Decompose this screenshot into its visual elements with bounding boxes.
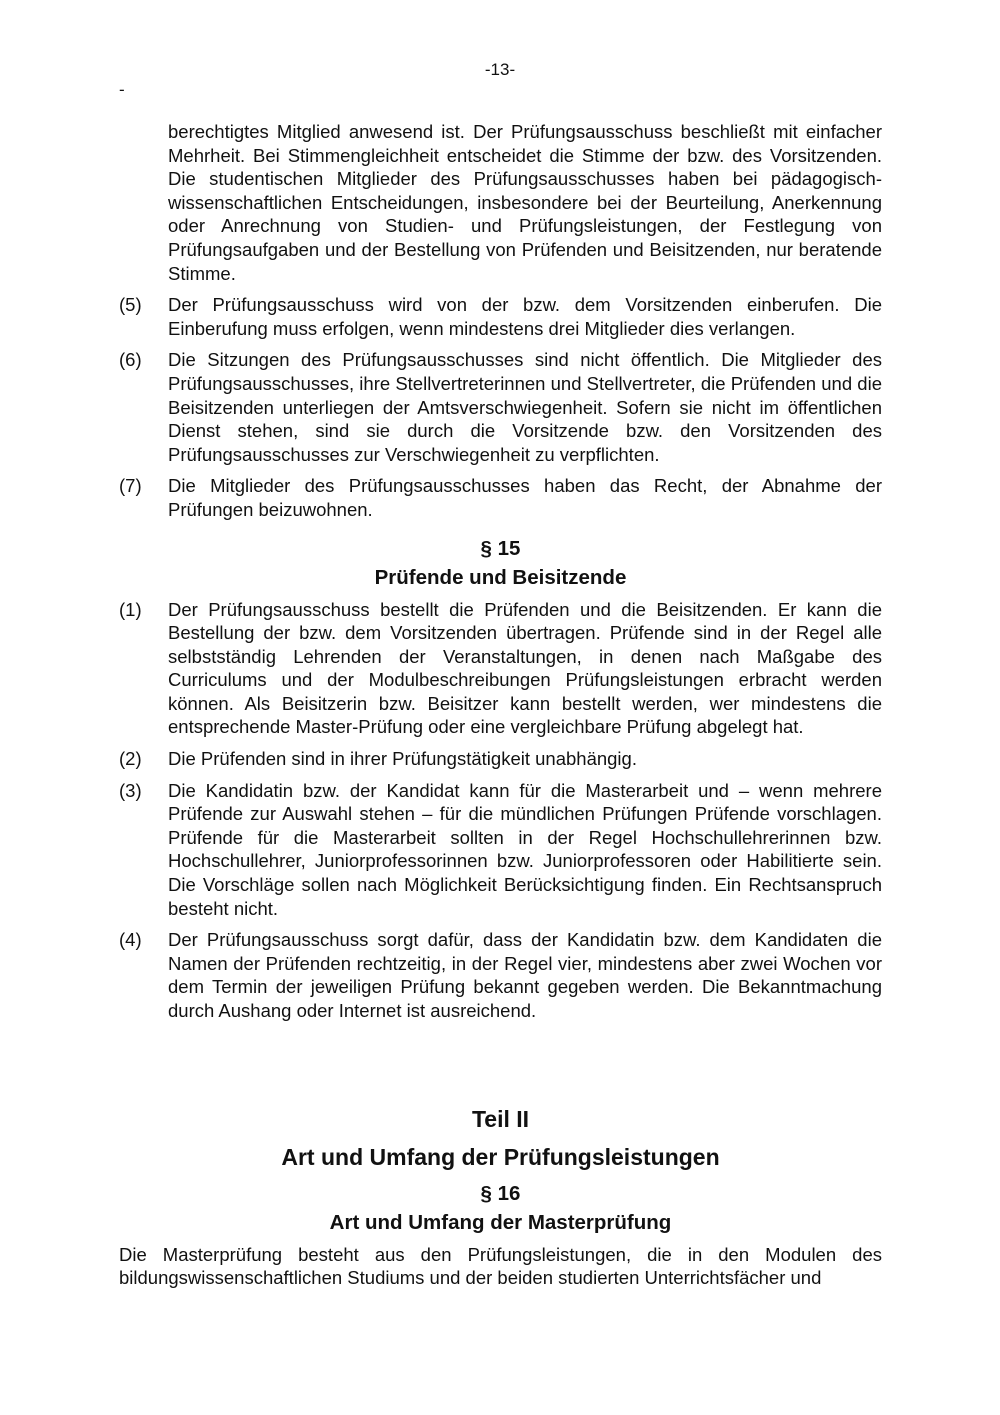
paragraph-text: Die Mitglieder des Prüfungsausschusses haben das Recht, der Abnahme der Prüfungen beizuwohnen.	[168, 475, 882, 520]
section15-heading	[119, 534, 882, 592]
paragraph-number: (3)	[119, 779, 142, 801]
paragraph-text: Der Prüfungsausschuss sorgt dafür, dass der Kandidatin bzw. dem Kandidaten die Namen der Prüfenden rechtzeitig, in der Regel vier, mindestens aber zwei Wochen vor dem Termin der jeweiligen Prüfung bekannt gegeben werden. Die Bekanntmachung durch Aushang oder Internet ist ausreichend.	[168, 929, 882, 1021]
part-heading	[119, 1099, 882, 1175]
section14-paragraph-5	[119, 293, 882, 340]
paragraph-text: Die Sitzungen des Prüfungsausschusses sind nicht öffentlich. Die Mitglieder des Prüfungsausschusses, ihre Stellvertreterinnen und Stellvertreter, die Prüfenden und die Beisitzenden unterliegen der Amtsverschwiegenheit. Sofern sie nicht im öffentlichen Dienst stehen, sind sie durch die Vorsitzende bzw. den Vorsitzenden des Prüfungsausschusses zur Verschwiegenheit zu verpflichten.	[168, 349, 882, 465]
paragraph-number: (1)	[119, 598, 142, 620]
paragraph-number: (5)	[119, 294, 142, 316]
section15-number: § 15	[480, 536, 521, 560]
paragraph-text: Der Prüfungsausschuss wird von der bzw. dem Vorsitzenden einberufen. Die Einberufung muss erfolgen, wenn mindestens drei Mitglieder dies verlangen.	[168, 294, 882, 339]
section16-text: Die Masterprüfung besteht aus den Prüfungsleistungen, die in den Modulen des bildungswissenschaftlichen Studiums und der beiden studierten Unterrichtsfächer und	[119, 1243, 882, 1289]
section15-paragraph-2	[119, 747, 882, 771]
section15-title: Prüfende und Beisitzende	[374, 565, 627, 589]
paragraph-number: (7)	[119, 475, 142, 497]
section16-title: Art und Umfang der Masterprüfung	[329, 1210, 672, 1234]
paragraph-number: (2)	[119, 748, 142, 770]
section16-number: § 16	[480, 1181, 521, 1205]
section14-paragraph-6	[119, 348, 882, 466]
paragraph-text: Der Prüfungsausschuss bestellt die Prüfenden und die Beisitzenden. Er kann die Bestellung der bzw. dem Vorsitzenden übertragen. Prüfende sind in der Regel alle selbstständig Lehrenden der Veranstaltungen, in denen nach Maßgabe des Curriculums und der Modulbeschreibungen Prüfungsleistungen erbracht werden können. Als Beisitzerin bzw. Beisitzer kann bestellt werden, wer mindestens die entsprechende Master-Prüfung oder eine vergleichbare Prüfung abgelegt hat.	[168, 598, 882, 738]
section16-heading	[119, 1179, 882, 1237]
margin-dash: -	[119, 80, 125, 99]
paragraph-number: (4)	[119, 929, 142, 951]
part-title: Art und Umfang der Prüfungsleistungen	[281, 1143, 720, 1170]
section14-continuation: berechtigtes Mitglied anwesend ist. Der Prüfungsausschuss beschließt mit einfacher Mehrheit. Bei Stimmengleichheit entscheidet die Stimme der bzw. des Vorsitzenden. Die studentischen Mitglieder des Prüfungsausschusses haben bei pädagogisch-wissenschaftlichen Entscheidungen, insbesondere bei der Beurteilung, Anerkennung oder Anrechnung von Studien- und Prüfungsleistungen, der Festlegung von Prüfungsaufgaben und der Bestellung von Prüfenden und Beisitzenden, nur beratende Stimme.	[168, 121, 882, 284]
section15-paragraph-3	[119, 779, 882, 921]
part-label: Teil II	[471, 1105, 530, 1132]
paragraph-number: (6)	[119, 349, 142, 371]
page-number: -13-	[484, 60, 516, 79]
section14-paragraph-7	[119, 474, 882, 521]
paragraph-text: Die Prüfenden sind in ihrer Prüfungstätigkeit unabhängig.	[168, 748, 637, 770]
section15-paragraph-1	[119, 598, 882, 740]
paragraph-text: Die Kandidatin bzw. der Kandidat kann für die Masterarbeit und – wenn mehrere Prüfende zur Auswahl stehen – für die mündlichen Prüfungen Prüfende vorschlagen. Prüfende für die Masterarbeit sollten in der Regel Hochschullehrerinnen bzw. Hochschullehrer, Juniorprofessorinnen bzw. Juniorprofessoren oder Habilitierte sein. Die Vorschläge sollen nach Möglichkeit Berücksichtigung finden. Ein Rechtsanspruch besteht nicht.	[168, 779, 882, 919]
page-content	[119, 120, 882, 1290]
section15-paragraph-4	[119, 928, 882, 1022]
